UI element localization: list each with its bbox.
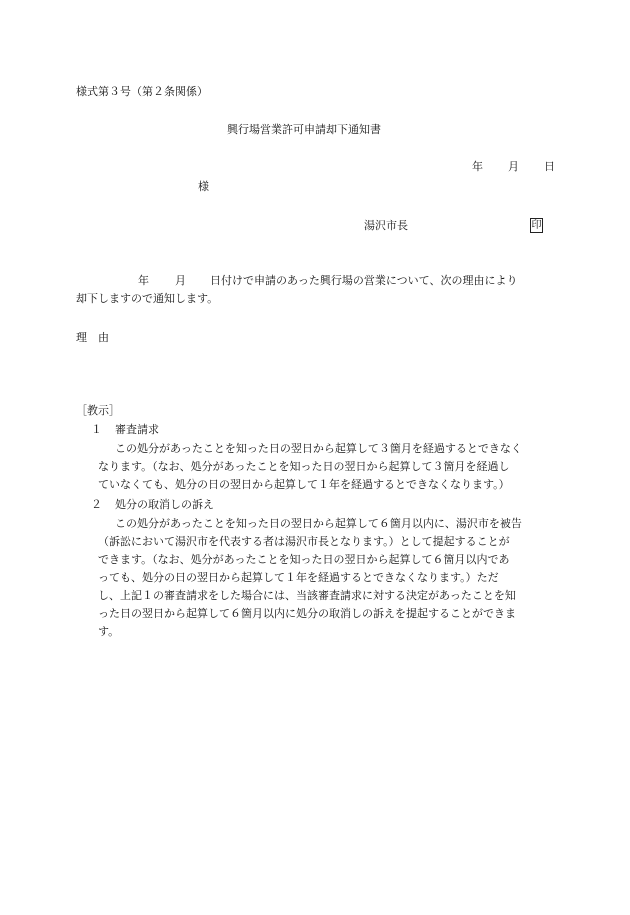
body-date-month: 月 <box>175 274 186 287</box>
document-title: 興行場営業許可申請却下通知書 <box>227 123 381 136</box>
date-month-label: 月 <box>508 160 519 173</box>
addressee-suffix: 様 <box>198 180 209 193</box>
reason-label: 理 由 <box>76 331 109 344</box>
notice-item-line: った日の翌日から起算して６箇月以内に処分の取消しの訴えを提起することができま <box>98 607 516 620</box>
form-number: 様式第３号（第２条関係） <box>76 85 208 98</box>
notice-item-line: この処分があったことを知った日の翌日から起算して３箇月を経過するとできなく <box>115 442 522 455</box>
notice-item-title: 処分の取消しの訴え <box>115 498 214 511</box>
notice-item-line: （訴訟において湯沢市を代表する者は湯沢市長となります。）として提起することが <box>98 535 510 548</box>
notice-item-number: ２ <box>91 498 102 511</box>
seal-mark: 印 <box>531 220 542 231</box>
notice-item-line: なります。（なお、処分があったことを知った日の翌日から起算して３箇月を経過し <box>98 460 510 473</box>
notice-heading: ［教示］ <box>76 404 120 417</box>
body-date-year: 年 <box>138 274 149 287</box>
notice-item-title: 審査請求 <box>115 423 159 436</box>
notice-item-line: す。 <box>98 625 120 638</box>
notice-item-line: ていなくても、処分の日の翌日から起算して１年を経過するとできなくなります。） <box>98 478 510 491</box>
notice-item-line: っても、処分の日の翌日から起算して１年を経過するとできなくなります。）ただ <box>98 571 499 584</box>
notice-item-line: できます。（なお、処分があったことを知った日の翌日から起算して６箇月以内であ <box>98 553 510 566</box>
body-line-2: 却下しますので通知します。 <box>76 292 219 305</box>
date-year-label: 年 <box>472 160 483 173</box>
notice-item-number: １ <box>91 423 102 436</box>
date-day-label: 日 <box>544 160 555 173</box>
notice-item-line: この処分があったことを知った日の翌日から起算して６箇月以内に、湯沢市を被告 <box>115 517 522 530</box>
issuer-name: 湯沢市長 <box>364 219 408 232</box>
notice-item-line: し、上記１の審査請求をした場合には、当該審査請求に対する決定があったことを知 <box>98 589 516 602</box>
body-line-1: 日付けで申請のあった興行場の営業について、次の理由により <box>210 274 518 287</box>
issuer-seal <box>530 218 543 233</box>
